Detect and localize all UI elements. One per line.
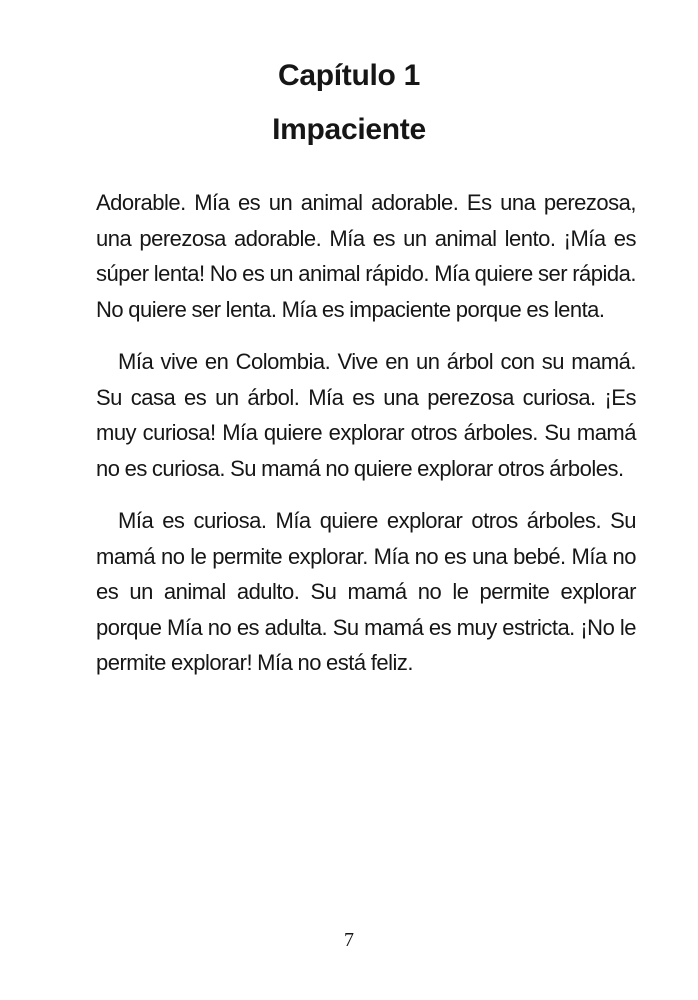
paragraph-3: Mía es curiosa. Mía quiere explorar otros árboles. Su mamá no le permite explorar. Mía no es una bebé. Mía no es un animal adulto. Su mamá no le permite explorar porque Mía no es adulta. Su mamá es muy estricta. ¡No le permite explorar! Mía no está feliz. xyxy=(96,508,636,675)
chapter-number-heading: Capítulo 1 xyxy=(277,59,420,92)
page-number: 7 xyxy=(344,929,354,951)
chapter-title-heading: Impaciente xyxy=(272,113,426,146)
paragraph-1: Adorable. Mía es un animal adorable. Es una perezosa, una perezosa adorable. Mía es un animal lento. ¡Mía es súper lenta! No es un animal rápido. Mía quiere ser rápida. No quiere ser lenta. Mía es impaciente porque es lenta. xyxy=(96,190,636,322)
chapter-body xyxy=(96,185,636,698)
paragraph-2: Mía vive en Colombia. Vive en un árbol con su mamá. Su casa es un árbol. Mía es una perezosa curiosa. ¡Es muy curiosa! Mía quiere explorar otros árboles. Su mamá no es curiosa. Su mamá no quiere explorar otros árboles. xyxy=(96,349,636,481)
